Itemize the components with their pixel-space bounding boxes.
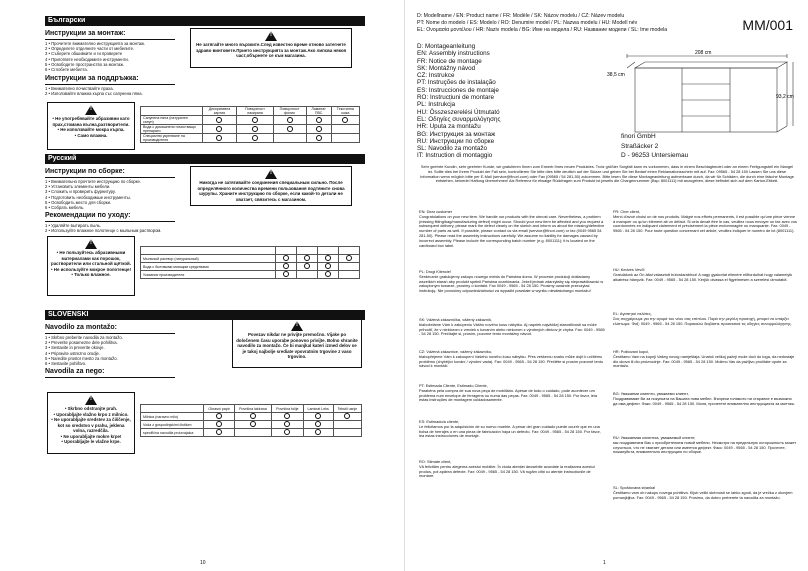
col-header	[141, 247, 276, 255]
circle-icon	[304, 263, 310, 269]
care-step: 2 • Используйте влажное полотенце с мыльным раствором.	[45, 228, 162, 234]
table-row: Вода с бытовыми моющим средствами	[141, 263, 360, 271]
assembly-title: HR: Uputa za montažu	[417, 123, 481, 131]
text-cz: CZ: Vážená zákaznice, vážený zákazníku, blahopřejeme Vám k zakoupení Vašeho nového kusu nábytku. Přes veškerou snahu může dojít k určitému problému (chybějící kování / výrobní vada). Fax: 0049 - 9565 - 54 28 150. Přečtěte si prosím pozorně tento návod k montáži.	[419, 349, 604, 369]
warning-icon	[85, 239, 97, 249]
circle-icon	[316, 126, 322, 132]
circle-icon	[250, 421, 256, 427]
model-name-line: D: Modellname / EN: Product name / FR: Modèle / SK: Názov modelu / CZ: Název modelu	[417, 13, 625, 19]
warning-icon	[265, 169, 277, 179]
circle-icon	[284, 429, 290, 435]
text-sk: SK: Vážená zákazníčka, vážený zákazník, blahoželáme Vám k zakúpeniu Vášho nového kusu nábytku. Aj napriek najväčšej starostlivosti sa môže prihodiť, že v niektorom z vreciek s kovaním alebo niekorom z výrobných dielcov je chyba. Fax: 0049 - 9565 - 54 28 150. Prečítajte si, prosím, pozorne tento montážny návod.	[419, 317, 605, 337]
warning-icon	[265, 31, 277, 41]
step: 2 • Preverite posamezne dele pohištva.	[45, 340, 118, 346]
text-el: EL: Αγαπητοί πελάτες, Σας συγχαίρουμε για την αγορά του νέου σας επίπλου. Παρά την μεγάλη προσοχή, μπορεί να υπάρξει ελάττωμα. Φαξ: 0049 - 9565 - 54 28 150. Παρακαλώ διαβάστε προσεκτικά τις οδηγίες συναρμολόγησης.	[613, 311, 792, 326]
intro-de: Sehr geehrte Kundin, sehr geehrter Kunde, wir gratulieren Ihnen zum Erwerb Ihres neuen Produktes. Trotz größter Sorgfalt kann es vorkommen, dass in einem Beschlagbeutel oder an einem Fertigungsteil ein Mangel ist. Sollte dies bei Ihrem Produkt der Fall sein, kontrollieren Sie bitte dies bitte deutlich auf der Skizze und geben Sie bei Bedarf einen Reklamationsschein mit auf. Fax: 09565 - 54 28 150 Lassen Sie uns diese Information wenn möglich bitte per E-Mail (service@finori.com) oder Fax (09565 / 54 281-50) zukommen. Bitte lesen Sie diese Montageanleitung aufmerksam durch, da wir für Schäden, die durch eine falsche Montage entstehen, keinerlei Haftung übernehmen! Als Referenz für etwaige Rückfragen zum Produkt ist jeweils die Chargennummer (Bsp: 8001111) mit anzugeben, diese befindet sich auf dem Karton-Etikett.	[420, 164, 794, 184]
col-header: Текстилна кожа	[331, 107, 359, 116]
circle-icon	[304, 255, 310, 261]
circle-icon	[315, 421, 321, 427]
care-table-bg	[140, 106, 360, 143]
table-row: Milnica (naravno milo)	[141, 413, 362, 421]
assembly-title: RU: Инструкции по сборке	[417, 137, 495, 145]
text-pt: PT: Estimada Cliente, Estimado Cliente, Parabéns pela compra de sua nova peça de mobiliário. Apesar de todo o cuidado, pode acontecer um problema num envelope de ferragens ou numa das peças. Fax: 0049 - 9565 - 54 28 150. Por favor, leia estas instruções de montagem cuidadosamente.	[419, 383, 597, 403]
heading-care-sl: Navodila za nego:	[45, 368, 105, 375]
dimension-width: 208 cm	[695, 50, 712, 56]
assembly-title: SL: Navodilo za montažo	[417, 145, 488, 153]
warning-box-care-bg	[47, 102, 135, 150]
table-row: Вода с домашнени почистващи препарати	[141, 125, 360, 134]
circle-icon	[283, 263, 289, 269]
warning-text: • Skrbno odstranjte prah. • Uporabljajte vlažno krpo z milnico. • Ne uporabljajte sredstev za čiščenje, kot so sredstvo v prahu, jeklena volna, razredčila. • Ne uporabljajte mokre krpe! • Uporabljajte le vlažne krpe.	[51, 406, 131, 444]
step: 1 • Прочетете внимателно инструкцията за монтаж.	[45, 41, 146, 46]
assembly-title: PL: Instrukcja	[417, 101, 456, 109]
model-number: MM/001	[742, 17, 793, 33]
divider	[45, 221, 175, 222]
model-name-line: EL: Ονομασία μοντέλου / HR: Naziv modela / BG: Име на модела / RU: Название модели / SL: Ime modela	[417, 27, 668, 33]
step: 3 • Съберете обшивките и ги проверете	[45, 51, 123, 57]
circle-icon	[315, 429, 321, 435]
circle-icon	[283, 255, 289, 261]
col-header	[338, 247, 359, 255]
circle-icon	[283, 271, 289, 277]
warning-box-ru	[190, 166, 352, 206]
divider	[45, 39, 175, 40]
warning-text: Никогда не затягивайте соединения специальным сильно. После определённого количества времени пользования подтяните снова шурупы. Храните инструкцию по сборке, если какой-то детали не хватает, связитесь с магазином.	[197, 180, 345, 202]
assembly-title: D: Montageanleitung	[417, 43, 476, 50]
circle-icon	[216, 413, 222, 419]
circle-icon	[216, 421, 222, 427]
support-bg	[45, 86, 205, 96]
dimension-height: 93,2 cm	[776, 94, 794, 100]
circle-icon	[342, 117, 348, 123]
col-header: Повърхност фолио	[273, 107, 306, 116]
circle-icon	[252, 117, 258, 123]
circle-icon	[252, 135, 258, 141]
page-number: 1	[603, 560, 606, 566]
circle-icon	[346, 255, 352, 261]
company-street: Straßäcker 2	[621, 142, 659, 150]
table-row: Специални укрепване на производителя	[141, 134, 360, 143]
care-table-ru	[140, 246, 360, 279]
model-name-line: PT: Nome do modelo / ES: Modelo / RO: Denumire model / PL: Nazwa modelu / HU: Modell név	[417, 20, 638, 26]
circle-icon	[216, 126, 222, 132]
text-sl: SL: Spoštovana stranka! Čestitamo vam ob nakupu novega pohištva. Kljub veliki skrbnosti se lahko zgodi, da je vrečka z okovjem pomanjkljiva. Fax: 0049 - 9565 - 54 28 150. Prosimo, da dobro preberete ta navodila za montažo.	[613, 485, 793, 500]
care-ru	[45, 223, 205, 233]
circle-icon	[284, 421, 290, 427]
col-header	[141, 107, 203, 116]
circle-icon	[344, 413, 350, 419]
text-es: ES: Estimado/a cliente, Le felicitamos por la adquisición de su nuevo mueble. A pesar del gran cuidado puede ocurrir que en una bolsa de herrajes o en una pieza de fabricación haya un defecto. Fax: 0049 - 9565 - 54 28 150. Por favor, lea estas instrucciones de montaje.	[419, 419, 601, 439]
step: 6 • Сглобете мебелта.	[45, 67, 88, 73]
col-header: Повърхност лакирана	[237, 107, 273, 116]
heading-install-bg: Инструкции за монтаж:	[45, 30, 126, 37]
warning-text: • Не пользуйтесь абразивными материалами как порошок, растворители или стальной щёткой. • Не используйте мокрое полотенце! • Только влажное.	[51, 250, 131, 277]
text-hu: HU: Kedves Vevő! Gratulálunk az Ön által választott bútordarabhoz! A nagy gyakorlat ellenére előfordulhat hogy valamelyik alkatrész hiányzik. Fax: 0049 - 9565 - 54 28 150. Kérjük olvassa el figyelmesen a szerelési útmutatót.	[613, 267, 793, 282]
text-ro: RO: Stimate client, Vă felicităm pentru alegerea acestui mobilier. În ciuda atenției deosebite acordate la realizarea acestui produs, pot apărea defecte. Fax: 0049 - 9565 - 54 28 150. Vă rugăm citiți cu atenție instrucțiunile de montare.	[419, 459, 595, 479]
care-table-sl	[140, 404, 362, 437]
company-address	[621, 132, 688, 161]
divider	[45, 84, 175, 85]
assembly-title: FR: Notice de montage	[417, 57, 482, 65]
heading-care-ru: Рекомендации по уходу:	[45, 212, 131, 219]
circle-icon	[216, 429, 222, 435]
assembly-title: BG: Инструкция за монтаж	[417, 130, 496, 138]
divider	[45, 177, 175, 178]
table-row: specifična navodila proizvajalca	[141, 429, 362, 437]
col-header: Površina lakirana	[234, 405, 271, 413]
step: 5 • Освободете пространство за монтаж.	[45, 61, 125, 67]
assembly-title: RO: Instrucțiuni de montare	[417, 94, 494, 102]
step: 6 • Собрать мебель.	[45, 205, 85, 211]
care-step: 1 • Внимателно почиствайте праха.	[45, 86, 114, 91]
divider	[45, 333, 175, 334]
circle-icon	[216, 135, 222, 141]
col-header: Površina folije	[272, 405, 303, 413]
step: 3 • Сложить и проверить фурнитуру.	[45, 189, 116, 195]
step: 4 • Pripravite ustrezno orodje.	[45, 350, 100, 356]
heading-install-ru: Инструкции по сборке:	[45, 168, 125, 175]
col-header: Okrasni papir	[204, 405, 234, 413]
section-bar-bulgarian: Български	[45, 16, 365, 26]
text-en: EN: Dear customer Congratulations on your new item. We handle our products with the utmost care. Nevertheless, a problem (missing fitting/bag/manufacturing defect) might occur. Should your new item be affected and you request a subsequent delivery, please mark the defect clearly on the sketch and inform us about the missing/defective number of parts as well. If possible, please contact us via email (service@finori.com) or fax (0049 9565 54 281-50). Please read the assembly instructions carefully. We assume no liability for damages caused by incorrect assembly. Please include the corresponding batch number (e.g. 8001111); it is located on the cardboard box label.	[419, 209, 605, 248]
text-bg: BG: Уважаеми клиенти, уважаеми клиент, Поздравяваме Ви за покупката на Вашата нова мебел. Въпреки голямото ни старание е възможно да има дефект. Факс: 0049 - 9565 - 54 28 150. Моля, прочетете внимателно инструкцията за монтаж.	[613, 391, 795, 406]
circle-icon	[315, 413, 321, 419]
table-row: Voda z gospodinjskimi čistilom	[141, 421, 362, 429]
warning-box-sl	[232, 318, 362, 368]
text-ru: RU: Уважаемая клиентка, уважаемый клиент, мы поздравляем Вас с приобретением новой мебели. Несмотря на предельную осторожность может случиться, что не хватает детали или имеется дефект. Факс: 0049 - 9565 - 54 28 150. Прочтите, пожалуйста, внимательно инструкцию по сборке.	[613, 435, 797, 455]
step: 2 • Определете отделните части от мебелите.	[45, 46, 135, 52]
dimension-depth: 38,5 cm	[607, 72, 625, 78]
circle-icon	[325, 255, 331, 261]
assembly-titles	[417, 43, 627, 160]
company-name: finori GmbH	[621, 133, 656, 140]
step: 5 • Освободить место для сборки.	[45, 199, 112, 205]
circle-icon	[316, 117, 322, 123]
table-row: Сапунена пяна (натурален сапун)	[141, 116, 360, 125]
assembly-title: ES: Instrucciones de montaje	[417, 86, 499, 94]
care-step: 1 • Удаляйте вытирать пыль.	[45, 223, 102, 228]
circle-icon	[325, 263, 331, 269]
text-pl: PL: Drogi Kliencie! Serdecznie gratulujemy zakupu nowego mebla do Państwa domu. W procesie produkcji dokładamy wszelkich starań aby produkt spełnił Państwa oczekiwania. Jeżeli jednak zdarzyłaby się nieprawidłowość w zakupionym towarze, prosimy o kontakt. Fax 0049 - 9565 - 54 28 150. Prosimy uważnie przeczytać instrukcję. Nie ponosimy odpowiedzialności za wypadki powstałe w wyniku niewłaściwego montażu!	[419, 269, 604, 294]
assembly-title: EL: Οδηγίες συναρμολόγησης	[417, 115, 501, 123]
heading-install-sl: Navodilo za montažo:	[45, 324, 117, 331]
table-row: Мыльный раствор (натуральный)	[141, 255, 360, 263]
assembly-title: CZ: Instrukce	[417, 72, 455, 80]
col-header: Ламинат ПВС	[306, 107, 331, 116]
step: 2 • Установить элементы мебели.	[45, 184, 111, 190]
steps-bg	[45, 41, 205, 72]
divider	[45, 377, 175, 378]
circle-icon	[252, 126, 258, 132]
warning-box-care-sl	[47, 392, 135, 454]
circle-icon	[216, 117, 222, 123]
warning-icon	[85, 105, 97, 115]
care-step: 2 • Използвайте влажна кърпа със сапунена пяна.	[45, 91, 143, 97]
circle-icon	[284, 413, 290, 419]
assembly-title: SK: Montážny návod	[417, 64, 476, 72]
col-header	[275, 247, 296, 255]
step: 4 • Пригответе необходимите инструменти.	[45, 56, 129, 62]
warning-text: Povezav nikdar ne privijte premočno. Vijake po določenem času uporabe ponovno privijte. Bolno shranite navodilo za montažo. Če bi manjkal kateri izmed delov se je takoj najbolje srediate vpovratnim trgovine z vaso trgovino.	[236, 332, 358, 359]
steps-ru	[45, 179, 205, 210]
assembly-title: PT: Instruções de instalação	[417, 79, 496, 87]
section-bar-slovenian: SLOVENSKI	[45, 310, 365, 320]
section-bar-russian: Русский	[45, 154, 365, 164]
col-header	[317, 247, 338, 255]
warning-text: Не затягайте много вързките.След известно време отново затегнете здраво винтовете.Прието инструкцията за монтаж.Ако липсва някоя част,обърнете се към магазина.	[195, 42, 347, 58]
col-header: Tekstil usnje	[333, 405, 361, 413]
warning-box-care-ru	[47, 236, 135, 296]
circle-icon	[316, 135, 322, 141]
circle-icon	[325, 271, 331, 277]
step: 6 • Sestavite pohištvo.	[45, 361, 87, 367]
col-header: Декоративна картия	[202, 107, 237, 116]
step: 4 • Подготовить необходимые инструменты.	[45, 194, 131, 200]
assembly-title: EN: Assembly instructions	[417, 50, 490, 58]
steps-sl	[45, 335, 205, 366]
text-fr: FR: Cher client, Merci d'avoir choisi un de nos produits. Malgré nos efforts permanents, il est possible qu'une pièce vienne à manquer ou qu'un élément ait un défaut. Si cela devait être le cas, veuillez nous envoyer un fax avec vos coordonnées en indiquant clairement et précisément la pièce endommagée ou manquante. Fax: 0049 - 9565 - 54 28 150. Pour toute question concernant cet article, veuillez indiquer le numéro de lot (8001111).	[613, 209, 797, 234]
col-header	[296, 247, 317, 255]
circle-icon	[287, 117, 293, 123]
col-header	[141, 405, 204, 413]
warning-box-bg	[190, 28, 352, 68]
heading-support-bg: Инструкции за поддръжка:	[45, 75, 139, 82]
assembly-title: IT: Instruction di montaggio	[417, 152, 493, 160]
warning-icon	[85, 395, 97, 405]
page-number: 10	[200, 560, 206, 566]
circle-icon	[250, 413, 256, 419]
company-city: D - 96253 Untersiemau	[621, 152, 689, 159]
warning-icon	[291, 321, 303, 331]
step: 1 • Внимательно прочтите инструкцию по сборке.	[45, 179, 142, 184]
assembly-title: HU: Összeszerelési Útmutató	[417, 108, 500, 116]
warning-text: • Не употребявайте абразивни като прах,стомана вълна,разтворители. • Не използвайте мокра кърпа. • Само влажна.	[52, 116, 130, 138]
right-page	[404, 0, 808, 571]
sideboard-drawing	[607, 46, 803, 142]
step: 3 • Sestavite in preverite okovje.	[45, 345, 105, 351]
col-header: Laminat Leks	[303, 405, 333, 413]
circle-icon	[287, 126, 293, 132]
step: 5 • Naredite prostor mesto za montažo.	[45, 355, 118, 361]
table-row: Указания производителя	[141, 271, 360, 279]
text-hr: HR: Poštovani kupci, Čestitamo Vam na kupnji Vašeg novog namještaja. Unatoč velikoj pažnji može doći do toga, da nedostaje dio okova ili dio proizvodnje. Fax: 0049 - 9565 - 54 28 150. Molimo Vas da pažljivo pročitate upute za montažu.	[613, 349, 795, 369]
step: 1 • Skrbno preberite navodila za montažo.	[45, 335, 123, 340]
